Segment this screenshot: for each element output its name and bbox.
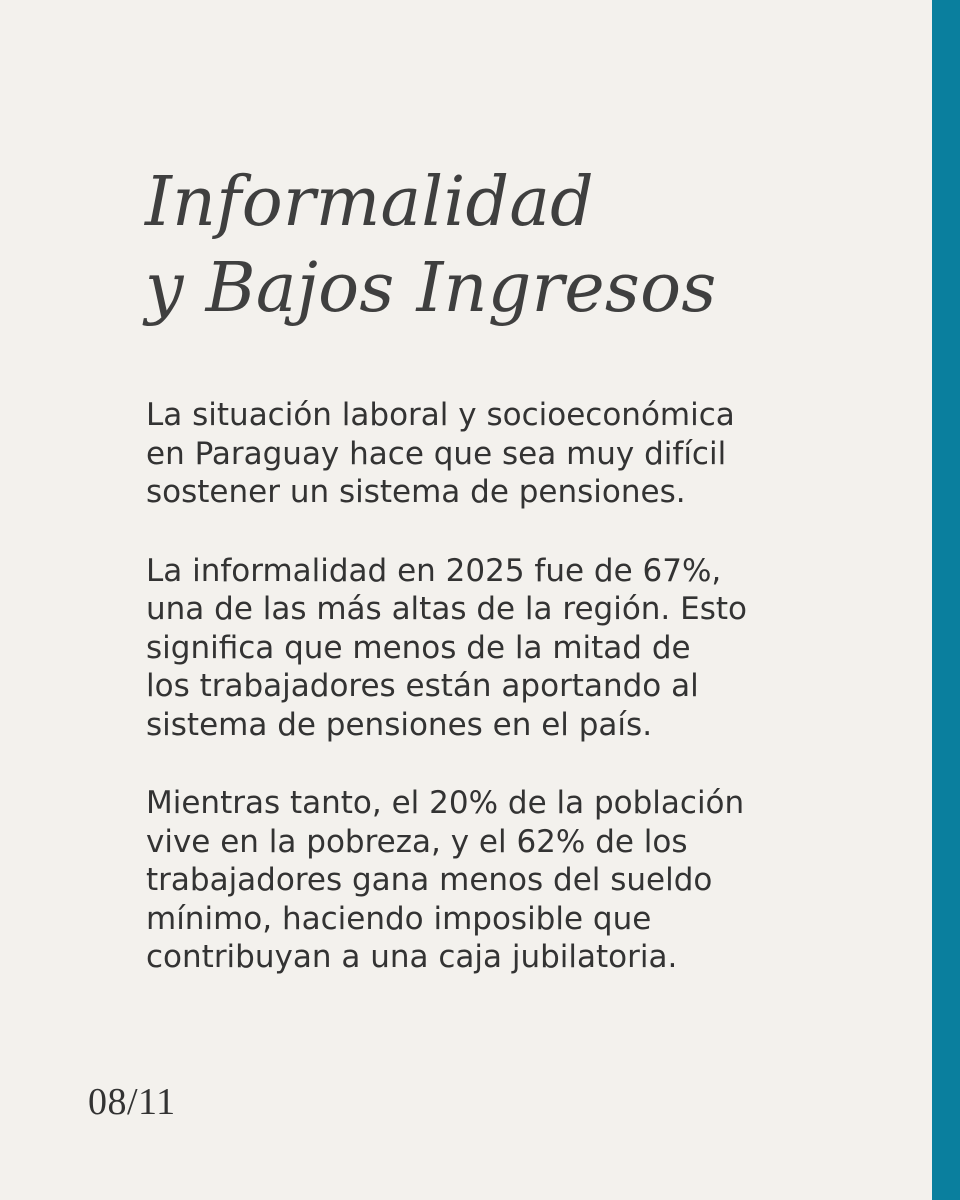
paragraph-line: La informalidad en 2025 fue de 67%, bbox=[146, 552, 722, 589]
paragraph-line: La situación laboral y socioeconómica bbox=[146, 397, 735, 433]
paragraph-line: significa que menos de la mitad de bbox=[146, 629, 691, 666]
body-text bbox=[146, 396, 856, 1017]
paragraph-poverty bbox=[146, 784, 856, 977]
paragraph-line: en Paraguay hace que sea muy difícil bbox=[146, 435, 727, 472]
paragraph-line: contribuyan a una caja jubilatoria. bbox=[146, 939, 678, 975]
paragraph-line: vive en la pobreza, y el 62% de los bbox=[146, 823, 688, 860]
paragraph-line: sistema de pensiones en el país. bbox=[146, 706, 653, 743]
paragraph-informality bbox=[146, 552, 856, 745]
paragraph-line: trabajadores gana menos del sueldo bbox=[146, 862, 713, 898]
paragraph-line: Mientras tanto, el 20% de la población bbox=[146, 785, 745, 821]
paragraph-line: una de las más altas de la región. Esto bbox=[146, 591, 748, 627]
paragraph-line: sostener un sistema de pensiones. bbox=[146, 474, 686, 510]
title-line: Informalidad bbox=[145, 163, 594, 242]
page-number: 08/11 bbox=[88, 1081, 176, 1123]
paragraph-line: mínimo, haciendo imposible que bbox=[146, 900, 652, 937]
paragraph-line: los trabajadores están aportando al bbox=[146, 668, 699, 704]
page-title bbox=[145, 160, 717, 332]
paragraph-situation bbox=[146, 396, 856, 512]
accent-bar bbox=[932, 0, 960, 1200]
title-line: y Bajos Ingresos bbox=[145, 249, 717, 328]
